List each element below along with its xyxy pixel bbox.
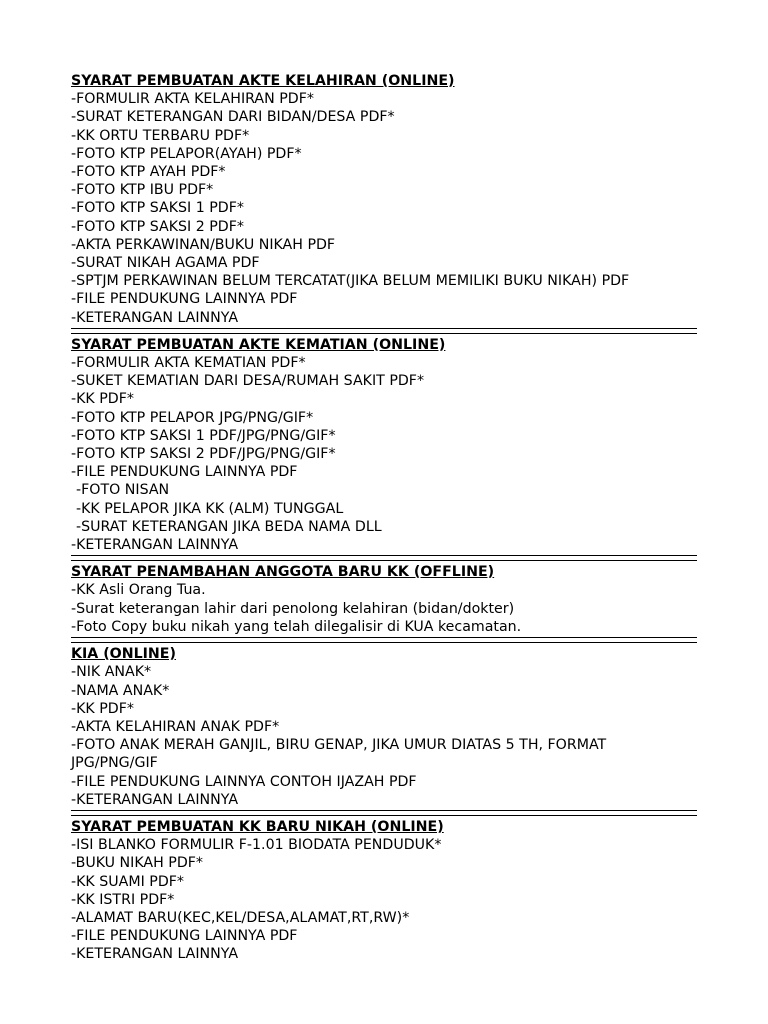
list-item: -KETERANGAN LAINNYA (71, 309, 239, 326)
list-item: -NIK ANAK* (71, 664, 152, 681)
list-item: -FOTO KTP SAKSI 2 PDF/JPG/PNG/GIF* (71, 446, 336, 463)
section-title: SYARAT PEMBUATAN KK BARU NIKAH (ONLINE) (71, 818, 444, 835)
list-item: -SURAT KETERANGAN DARI BIDAN/DESA PDF* (71, 109, 395, 126)
list-item: -FOTO NISAN (76, 482, 170, 499)
document-page (71, 72, 697, 964)
list-item: -FILE PENDUKUNG LAINNYA PDF (71, 291, 298, 308)
list-item: -FILE PENDUKUNG LAINNYA CONTOH IJAZAH PDF (71, 773, 417, 790)
section-divider (71, 810, 697, 816)
list-item: -FILE PENDUKUNG LAINNYA PDF (71, 928, 298, 945)
list-item: -KK PDF* (71, 391, 134, 408)
list-item: -SPTJM PERKAWINAN BELUM TERCATAT(JIKA BELUM MEMILIKI BUKU NIKAH) PDF (71, 273, 630, 290)
list-item: -ALAMAT BARU(KEC,KEL/DESA,ALAMAT,RT,RW)* (71, 909, 410, 926)
list-item: -SURAT KETERANGAN JIKA BEDA NAMA DLL (76, 518, 382, 535)
list-item: -SURAT NIKAH AGAMA PDF (71, 255, 260, 272)
list-item: -FOTO KTP SAKSI 1 PDF* (71, 200, 244, 217)
list-item: -FOTO KTP SAKSI 1 PDF/JPG/PNG/GIF* (71, 427, 336, 444)
list-item: -FORMULIR AKTA KEMATIAN PDF* (71, 355, 306, 372)
section-title: SYARAT PENAMBAHAN ANGGOTA BARU KK (OFFLINE) (71, 564, 495, 581)
list-item: -KK PELAPOR JIKA KK (ALM) TUNGGAL (76, 500, 344, 517)
list-item: -FOTO KTP AYAH PDF* (71, 164, 226, 181)
list-item: -AKTA PERKAWINAN/BUKU NIKAH PDF (71, 236, 336, 253)
list-item: -KK ORTU TERBARU PDF* (71, 127, 250, 144)
section-divider (71, 328, 697, 334)
section-title: SYARAT PEMBUATAN AKTE KEMATIAN (ONLINE) (71, 336, 446, 353)
list-item: -KK ISTRI PDF* (71, 891, 175, 908)
section-title: SYARAT PEMBUATAN AKTE KELAHIRAN (ONLINE) (71, 73, 455, 89)
section-akte-kematian (71, 336, 697, 554)
list-item: -FOTO KTP PELAPOR JPG/PNG/GIF* (71, 409, 314, 426)
list-item: -FOTO KTP IBU PDF* (71, 182, 214, 199)
section-akte-kelahiran (71, 72, 697, 327)
list-item: -Foto Copy buku nikah yang telah dilegalisir di KUA kecamatan. (71, 618, 522, 635)
list-item: -KK PDF* (71, 700, 134, 717)
section-kk-baru-nikah (71, 818, 697, 964)
list-item: -Surat keterangan lahir dari penolong kelahiran (bidan/dokter) (71, 600, 515, 617)
list-item: -FORMULIR AKTA KELAHIRAN PDF* (71, 91, 314, 108)
list-item: -FOTO ANAK MERAH GANJIL, BIRU GENAP, JIKA UMUR DIATAS 5 TH, FORMAT JPG/PNG/GIF (71, 737, 607, 772)
section-kia (71, 645, 697, 809)
section-divider (71, 637, 697, 643)
section-divider (71, 555, 697, 561)
section-title: KIA (ONLINE) (71, 646, 176, 663)
list-item: -KETERANGAN LAINNYA (71, 537, 239, 554)
list-item: -AKTA KELAHIRAN ANAK PDF* (71, 718, 280, 735)
list-item: -KK Asli Orang Tua. (71, 582, 206, 599)
section-penambahan-anggota-kk (71, 563, 697, 636)
list-item: -NAMA ANAK* (71, 682, 170, 699)
list-item: -KETERANGAN LAINNYA (71, 946, 239, 963)
list-item: -FOTO KTP PELAPOR(AYAH) PDF* (71, 145, 302, 162)
list-item: -KETERANGAN LAINNYA (71, 791, 239, 808)
list-item: -KK SUAMI PDF* (71, 873, 185, 890)
list-item: -FILE PENDUKUNG LAINNYA PDF (71, 464, 298, 481)
list-item: -FOTO KTP SAKSI 2 PDF* (71, 218, 244, 235)
list-item: -ISI BLANKO FORMULIR F-1.01 BIODATA PENDUDUK* (71, 837, 442, 854)
list-item: -SUKET KEMATIAN DARI DESA/RUMAH SAKIT PDF* (71, 373, 425, 390)
list-item: -BUKU NIKAH PDF* (71, 855, 204, 872)
